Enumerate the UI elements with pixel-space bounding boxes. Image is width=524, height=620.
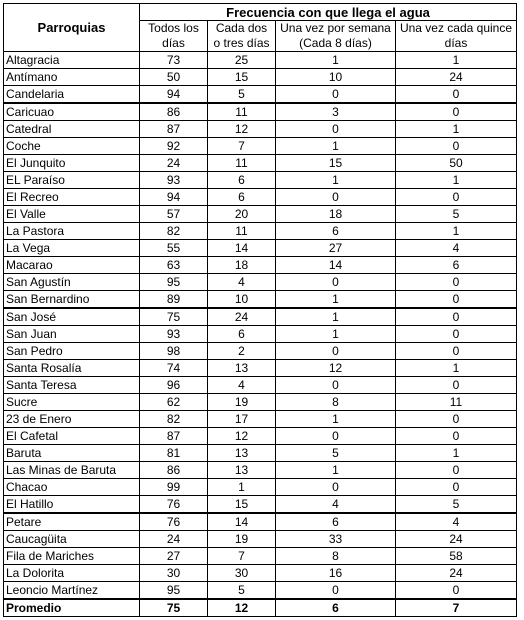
parroquia-name: Petare [4, 513, 140, 531]
value-cell: 1 [276, 308, 396, 326]
value-cell: 6 [208, 172, 276, 189]
value-cell: 27 [140, 548, 208, 565]
value-cell: 27 [276, 240, 396, 257]
table-row [4, 291, 517, 309]
value-cell: 14 [208, 240, 276, 257]
value-cell: 55 [140, 240, 208, 257]
table-row [4, 445, 517, 462]
value-cell: 11 [208, 155, 276, 172]
value-cell: 3 [276, 103, 396, 121]
value-cell: 89 [140, 291, 208, 309]
value-cell: 7 [208, 548, 276, 565]
value-cell: 76 [140, 496, 208, 514]
parroquia-name: Santa Teresa [4, 377, 140, 394]
table-row [4, 531, 517, 548]
parroquia-name: 23 de Enero [4, 411, 140, 428]
parroquia-name: San Juan [4, 326, 140, 343]
value-cell: 57 [140, 206, 208, 223]
parroquia-name: Catedral [4, 121, 140, 138]
value-cell: 0 [276, 86, 396, 104]
parroquia-name: El Cafetal [4, 428, 140, 445]
value-cell: 0 [396, 138, 517, 155]
table-row [4, 343, 517, 360]
parroquia-name: Sucre [4, 394, 140, 411]
value-cell: 86 [140, 103, 208, 121]
value-cell: 6 [396, 257, 517, 274]
value-cell: 82 [140, 411, 208, 428]
value-cell: 30 [140, 565, 208, 582]
parroquia-name: El Valle [4, 206, 140, 223]
value-cell: 13 [208, 360, 276, 377]
value-cell: 12 [208, 428, 276, 445]
table-row [4, 172, 517, 189]
value-cell: 0 [396, 189, 517, 206]
value-cell: 5 [208, 86, 276, 104]
value-cell: 24 [396, 531, 517, 548]
table-row [4, 479, 517, 496]
value-cell: 16 [276, 565, 396, 582]
parroquia-name: Candelaria [4, 86, 140, 104]
parroquia-name: San Pedro [4, 343, 140, 360]
value-cell: 18 [276, 206, 396, 223]
value-cell: 7 [396, 599, 517, 617]
value-cell: 0 [396, 582, 517, 600]
table-row [4, 496, 517, 514]
value-cell: 15 [208, 69, 276, 86]
value-cell: 5 [396, 496, 517, 514]
value-cell: 1 [276, 138, 396, 155]
value-cell: 13 [208, 445, 276, 462]
value-cell: 94 [140, 189, 208, 206]
value-cell: 24 [140, 531, 208, 548]
value-cell: 12 [208, 121, 276, 138]
parroquia-name: La Dolorita [4, 565, 140, 582]
value-cell: 95 [140, 582, 208, 600]
frequency-table [3, 3, 517, 617]
value-cell: 0 [276, 479, 396, 496]
value-cell: 12 [208, 599, 276, 617]
value-cell: 0 [276, 582, 396, 600]
parroquia-name: Coche [4, 138, 140, 155]
value-cell: 99 [140, 479, 208, 496]
table-row [4, 69, 517, 86]
value-cell: 5 [208, 582, 276, 600]
value-cell: 0 [276, 121, 396, 138]
table-row [4, 240, 517, 257]
value-cell: 14 [276, 257, 396, 274]
value-cell: 93 [140, 326, 208, 343]
value-cell: 1 [276, 52, 396, 69]
value-cell: 1 [276, 462, 396, 479]
column-header-una-vez-cada-quince-dias: Una vez cada quince días [396, 21, 517, 52]
value-cell: 87 [140, 121, 208, 138]
table-row [4, 582, 517, 600]
value-cell: 0 [276, 428, 396, 445]
value-cell: 92 [140, 138, 208, 155]
value-cell: 0 [276, 343, 396, 360]
total-row [4, 599, 517, 617]
table-row [4, 103, 517, 121]
value-cell: 63 [140, 257, 208, 274]
group-header: Frecuencia con que llega el agua [140, 4, 517, 21]
value-cell: 15 [276, 155, 396, 172]
value-cell: 93 [140, 172, 208, 189]
column-header-una-vez-por-semana: Una vez por semana (Cada 8 días) [276, 21, 396, 52]
table-row [4, 462, 517, 479]
table-header [4, 4, 517, 52]
value-cell: 75 [140, 308, 208, 326]
value-cell: 11 [208, 103, 276, 121]
value-cell: 76 [140, 513, 208, 531]
value-cell: 4 [396, 513, 517, 531]
column-header-cada-dos-o-tres-dias: Cada dos o tres días [208, 21, 276, 52]
parroquia-name: La Pastora [4, 223, 140, 240]
table-row [4, 138, 517, 155]
parroquia-name: Santa Rosalía [4, 360, 140, 377]
value-cell: 1 [396, 52, 517, 69]
value-cell: 0 [396, 103, 517, 121]
value-cell: 19 [208, 531, 276, 548]
table-row [4, 548, 517, 565]
table-row [4, 121, 517, 138]
value-cell: 8 [276, 548, 396, 565]
value-cell: 0 [396, 377, 517, 394]
value-cell: 87 [140, 428, 208, 445]
table-row [4, 411, 517, 428]
value-cell: 75 [140, 599, 208, 617]
value-cell: 5 [276, 445, 396, 462]
value-cell: 73 [140, 52, 208, 69]
table-row [4, 257, 517, 274]
value-cell: 11 [396, 394, 517, 411]
table-row [4, 565, 517, 582]
parroquia-name: Baruta [4, 445, 140, 462]
value-cell: 0 [396, 291, 517, 309]
table-row [4, 394, 517, 411]
value-cell: 1 [396, 360, 517, 377]
parroquia-name: Las Minas de Baruta [4, 462, 140, 479]
value-cell: 0 [276, 189, 396, 206]
parroquia-name: El Hatillo [4, 496, 140, 514]
value-cell: 50 [396, 155, 517, 172]
value-cell: 1 [396, 223, 517, 240]
value-cell: 10 [208, 291, 276, 309]
parroquia-name: Leoncio Martínez [4, 582, 140, 600]
value-cell: 10 [276, 69, 396, 86]
column-header-todos-los-dias: Todos los días [140, 21, 208, 52]
value-cell: 1 [208, 479, 276, 496]
value-cell: 0 [276, 274, 396, 291]
table-row [4, 155, 517, 172]
value-cell: 7 [208, 138, 276, 155]
table-row [4, 86, 517, 104]
parroquia-name: El Junquito [4, 155, 140, 172]
value-cell: 0 [396, 343, 517, 360]
parroquia-name: El Recreo [4, 189, 140, 206]
value-cell: 24 [140, 155, 208, 172]
value-cell: 25 [208, 52, 276, 69]
value-cell: 0 [396, 274, 517, 291]
value-cell: 96 [140, 377, 208, 394]
value-cell: 17 [208, 411, 276, 428]
value-cell: 0 [396, 308, 517, 326]
table-row [4, 513, 517, 531]
value-cell: 33 [276, 531, 396, 548]
value-cell: 5 [396, 206, 517, 223]
value-cell: 12 [276, 360, 396, 377]
table-row [4, 377, 517, 394]
table-row [4, 308, 517, 326]
parroquia-name: Antímano [4, 69, 140, 86]
value-cell: 1 [276, 326, 396, 343]
table-row [4, 326, 517, 343]
value-cell: 2 [208, 343, 276, 360]
parroquia-name: Caricuao [4, 103, 140, 121]
table-row [4, 189, 517, 206]
value-cell: 4 [396, 240, 517, 257]
value-cell: 15 [208, 496, 276, 514]
value-cell: 6 [208, 326, 276, 343]
value-cell: 1 [276, 291, 396, 309]
value-cell: 1 [396, 445, 517, 462]
value-cell: 98 [140, 343, 208, 360]
table-row [4, 360, 517, 377]
value-cell: 11 [208, 223, 276, 240]
value-cell: 24 [208, 308, 276, 326]
parroquia-name: San Bernardino [4, 291, 140, 309]
value-cell: 1 [396, 172, 517, 189]
value-cell: 0 [396, 428, 517, 445]
parroquia-name: San Agustín [4, 274, 140, 291]
value-cell: 19 [208, 394, 276, 411]
value-cell: 0 [396, 326, 517, 343]
value-cell: 81 [140, 445, 208, 462]
parroquia-name: Chacao [4, 479, 140, 496]
value-cell: 0 [396, 411, 517, 428]
value-cell: 6 [276, 513, 396, 531]
value-cell: 0 [276, 377, 396, 394]
table-row [4, 274, 517, 291]
value-cell: 74 [140, 360, 208, 377]
value-cell: 6 [208, 189, 276, 206]
value-cell: 0 [396, 86, 517, 104]
value-cell: 82 [140, 223, 208, 240]
value-cell: 94 [140, 86, 208, 104]
value-cell: 0 [396, 479, 517, 496]
value-cell: 30 [208, 565, 276, 582]
table-row [4, 223, 517, 240]
value-cell: 1 [276, 411, 396, 428]
value-cell: 13 [208, 462, 276, 479]
value-cell: 24 [396, 69, 517, 86]
value-cell: 62 [140, 394, 208, 411]
parroquia-name: Caucagüita [4, 531, 140, 548]
value-cell: 8 [276, 394, 396, 411]
table-body [4, 52, 517, 617]
value-cell: 95 [140, 274, 208, 291]
parroquia-name: San José [4, 308, 140, 326]
value-cell: 58 [396, 548, 517, 565]
table-row [4, 206, 517, 223]
parroquia-name: EL Paraíso [4, 172, 140, 189]
total-label: Promedio [4, 599, 140, 617]
value-cell: 24 [396, 565, 517, 582]
value-cell: 6 [276, 599, 396, 617]
value-cell: 86 [140, 462, 208, 479]
row-header-parroquias: Parroquias [4, 4, 140, 52]
value-cell: 20 [208, 206, 276, 223]
value-cell: 18 [208, 257, 276, 274]
parroquia-name: Macarao [4, 257, 140, 274]
value-cell: 14 [208, 513, 276, 531]
value-cell: 50 [140, 69, 208, 86]
table-row [4, 428, 517, 445]
value-cell: 6 [276, 223, 396, 240]
parroquia-name: Altagracia [4, 52, 140, 69]
parroquia-name: Fila de Mariches [4, 548, 140, 565]
value-cell: 0 [396, 462, 517, 479]
table-row [4, 52, 517, 69]
value-cell: 1 [396, 121, 517, 138]
value-cell: 4 [276, 496, 396, 514]
value-cell: 4 [208, 274, 276, 291]
value-cell: 4 [208, 377, 276, 394]
parroquia-name: La Vega [4, 240, 140, 257]
value-cell: 1 [276, 172, 396, 189]
